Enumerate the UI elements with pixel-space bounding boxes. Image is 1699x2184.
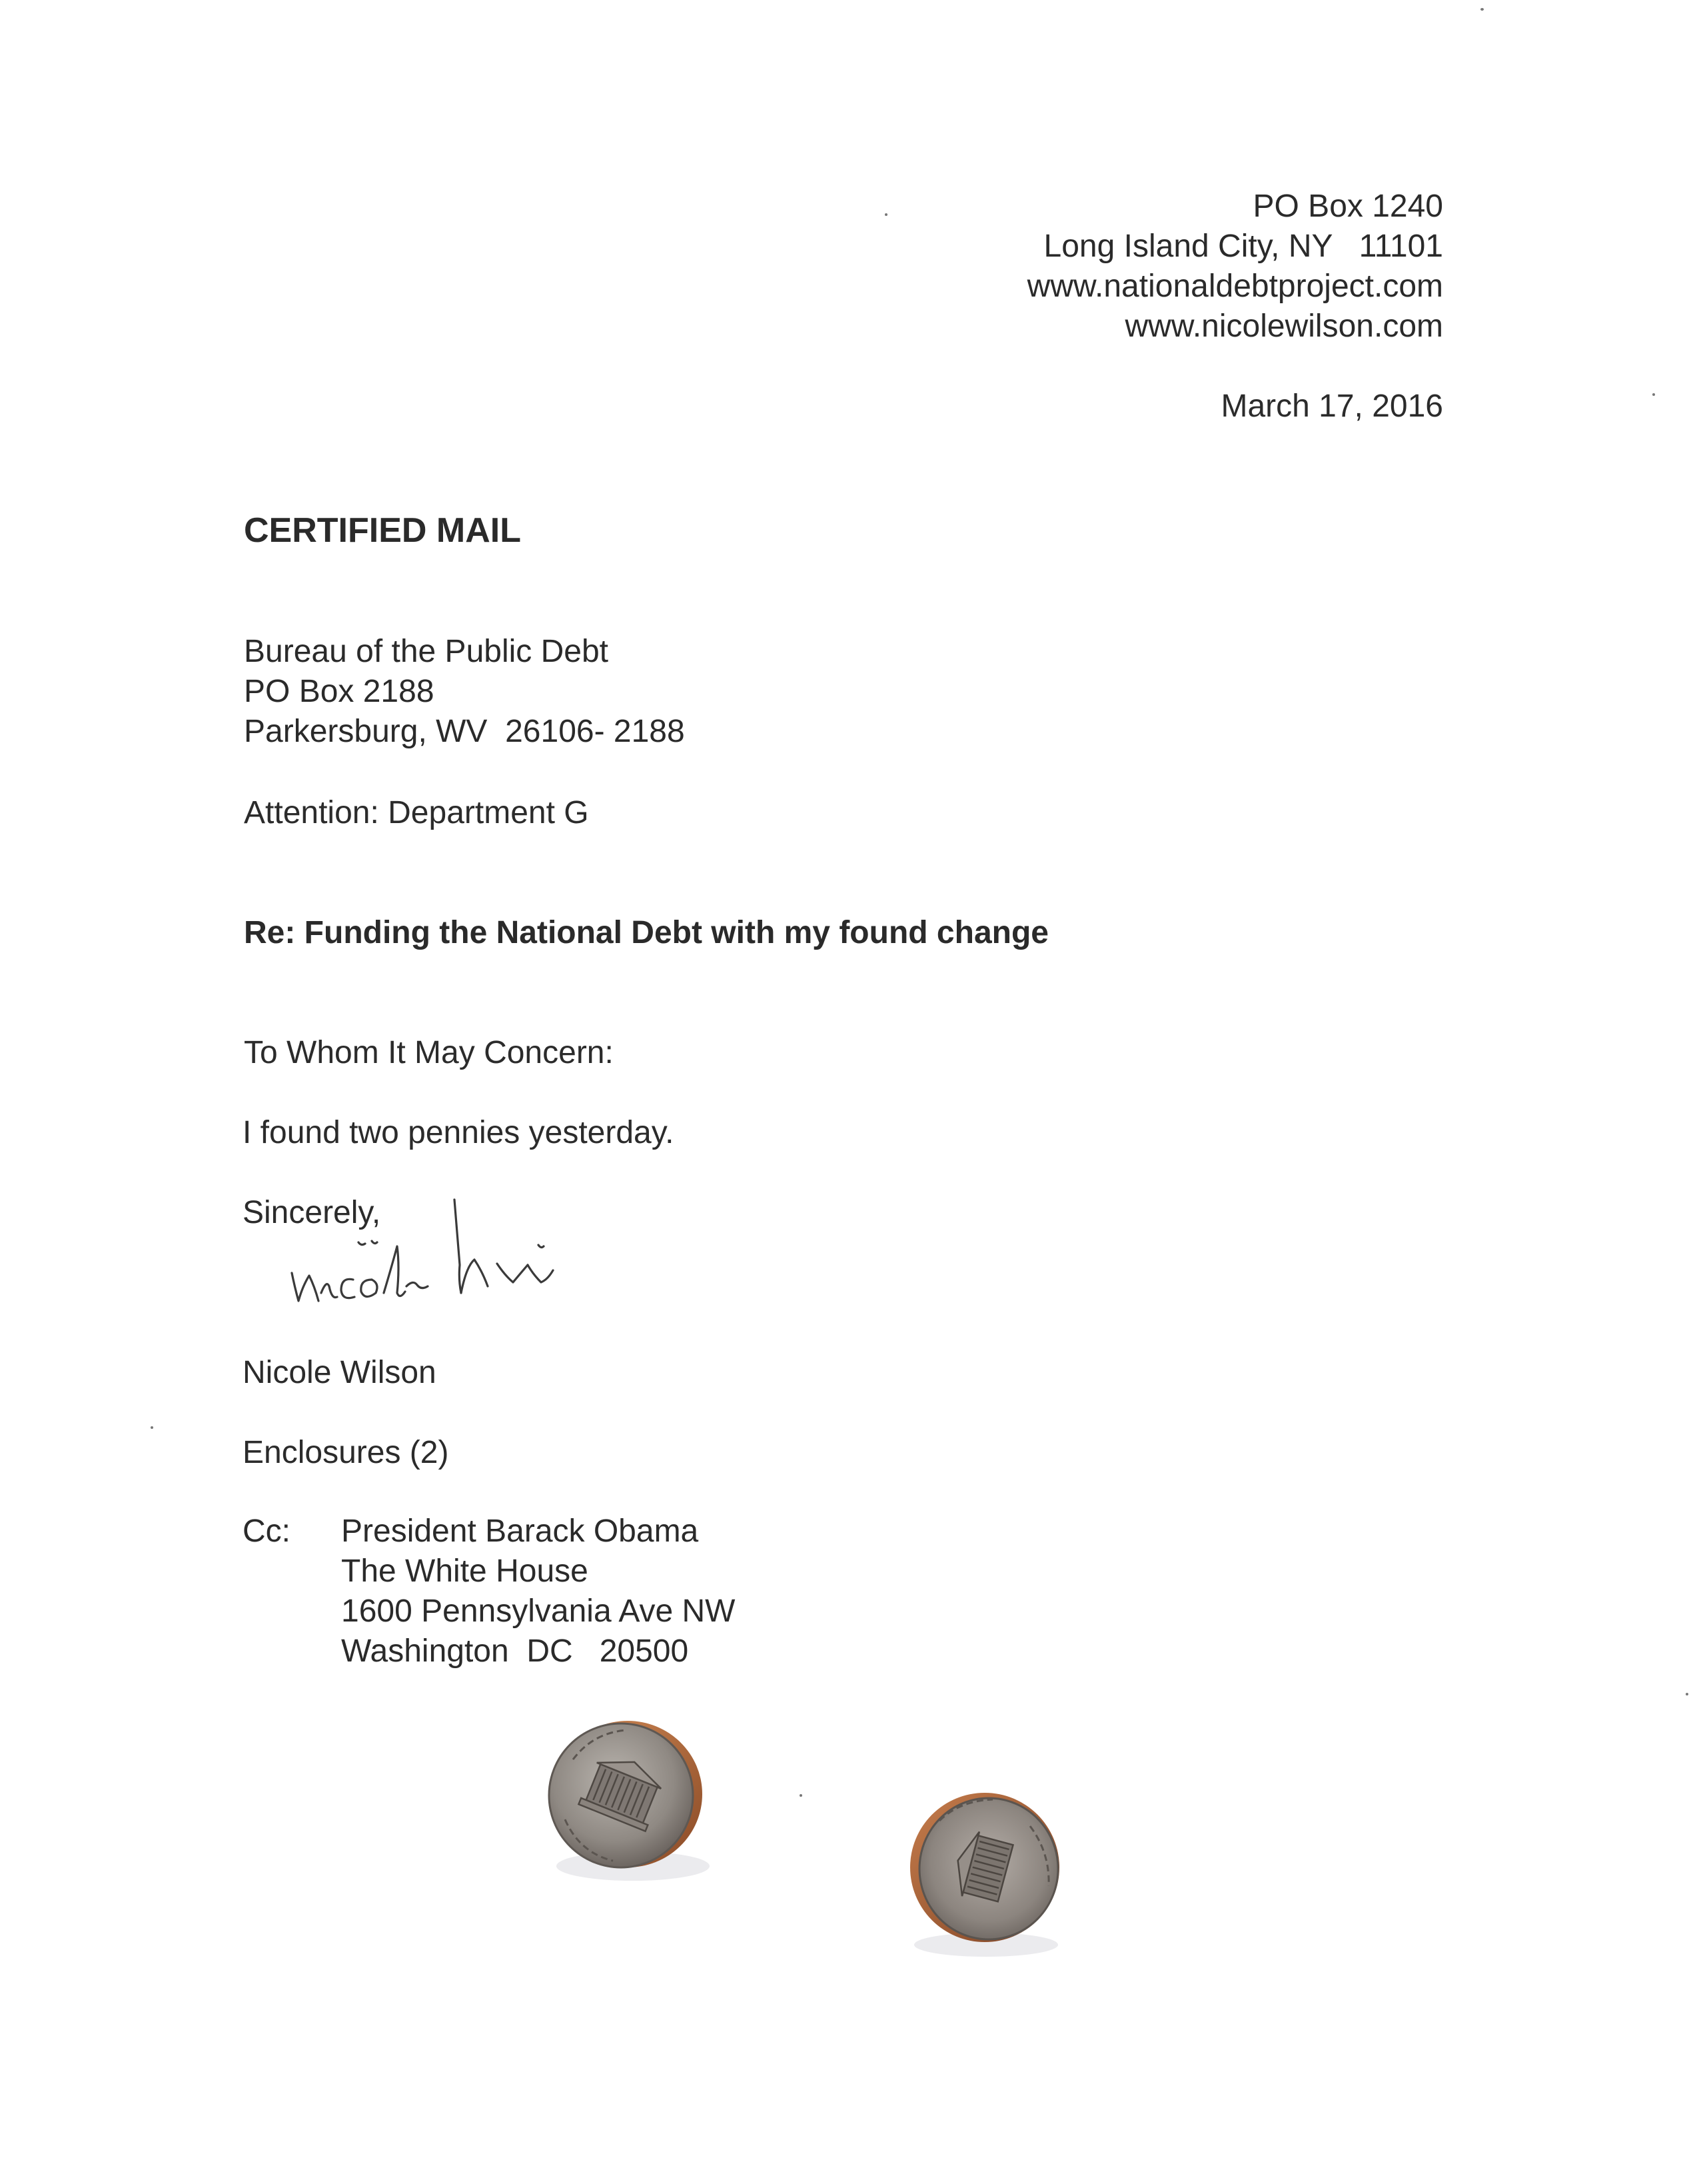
recipient-city-line: Parkersburg, WV 26106- 2188 — [244, 714, 685, 749]
letter-body: I found two pennies yesterday. — [243, 1115, 674, 1150]
mail-type-heading: CERTIFIED MAIL — [244, 511, 521, 550]
scan-speck — [800, 1794, 802, 1797]
penny-coin-icon — [533, 1713, 720, 1893]
recipient-po-box: PO Box 2188 — [244, 674, 434, 709]
closing: Sincerely, — [243, 1195, 381, 1230]
penny-coin-icon — [899, 1786, 1073, 1966]
sender-address-block — [1027, 187, 1443, 347]
recipient-address-block — [244, 632, 685, 752]
scan-speck — [885, 213, 887, 216]
subject-line: Re: Funding the National Debt with my found change — [244, 915, 1049, 950]
enclosures-line: Enclosures (2) — [243, 1435, 449, 1470]
cc-label: Cc: — [243, 1514, 290, 1549]
sender-po-box: PO Box 1240 — [1253, 189, 1443, 224]
cc-address-block — [341, 1512, 735, 1671]
cc-line: 1600 Pennsylvania Ave NW — [341, 1594, 736, 1629]
cc-line: Washington DC 20500 — [341, 1634, 689, 1669]
handwritten-signature-icon — [280, 1186, 626, 1333]
signer-name: Nicole Wilson — [243, 1355, 436, 1390]
cc-line: The White House — [341, 1554, 588, 1589]
salutation: To Whom It May Concern: — [244, 1035, 614, 1070]
sender-website-2: www.nicolewilson.com — [1125, 309, 1443, 344]
attention-line: Attention: Department G — [244, 795, 589, 830]
scan-speck — [151, 1426, 153, 1429]
recipient-name: Bureau of the Public Debt — [244, 634, 609, 669]
scan-speck — [1652, 393, 1655, 396]
cc-line: President Barack Obama — [341, 1514, 699, 1549]
sender-city-line: Long Island City, NY 11101 — [1043, 229, 1443, 264]
scan-speck — [1480, 8, 1484, 11]
letter-date: March 17, 2016 — [1221, 389, 1443, 424]
scan-speck — [1686, 1693, 1688, 1695]
sender-website-1: www.nationaldebtproject.com — [1027, 269, 1443, 304]
